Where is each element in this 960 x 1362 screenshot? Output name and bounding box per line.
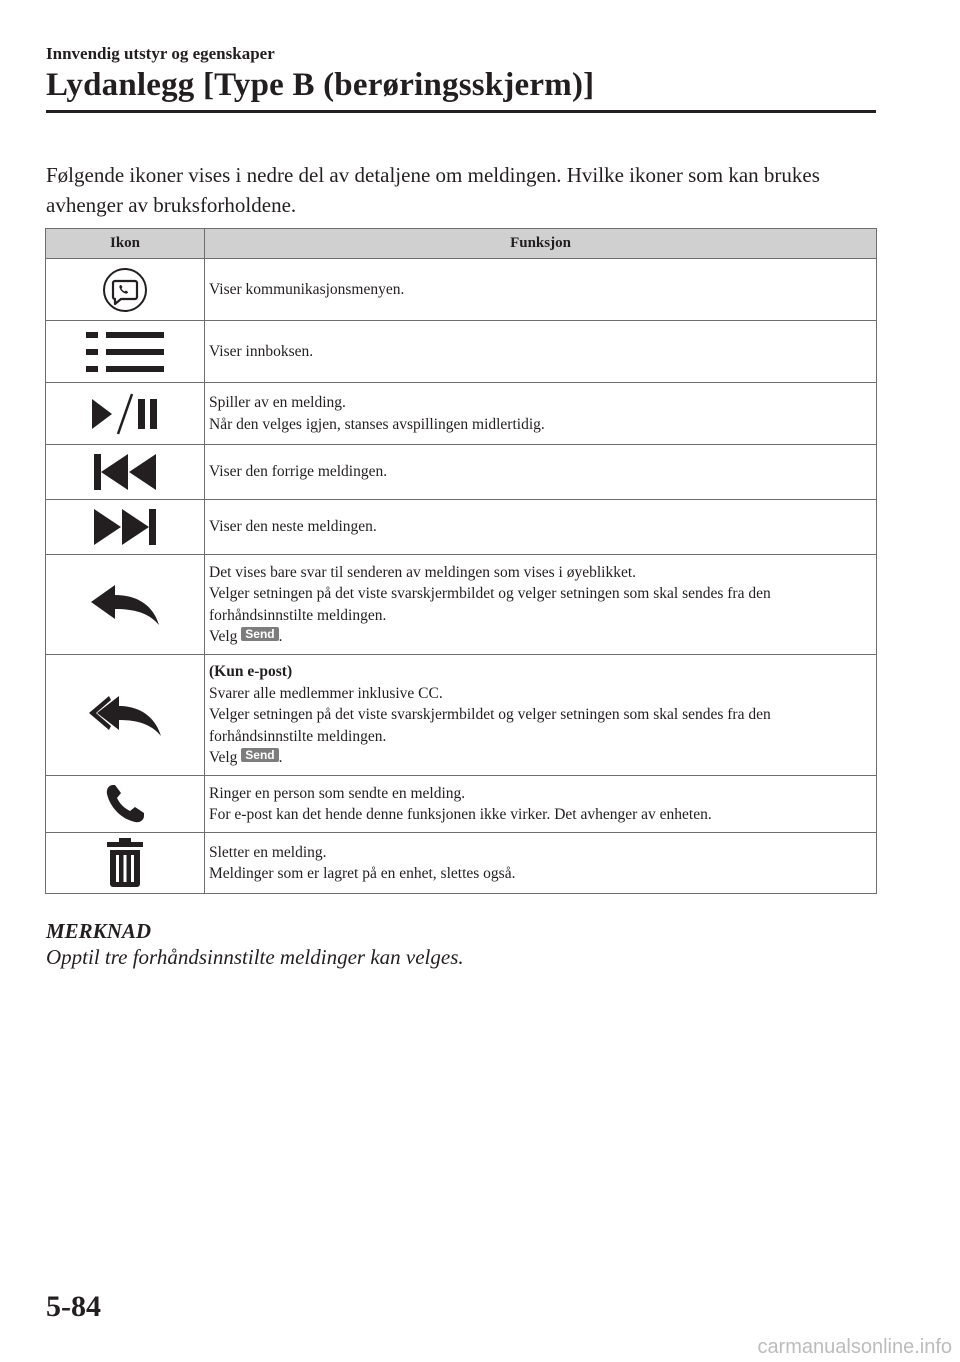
previous-icon [94, 453, 156, 491]
description-cell [205, 500, 877, 555]
title-divider [46, 110, 876, 113]
next-icon [94, 508, 156, 546]
icon-function-table [45, 228, 877, 894]
watermark: carmanualsonline.info [757, 1336, 952, 1358]
table-row [46, 321, 877, 383]
email-only-label: (Kun e-post) [209, 663, 293, 681]
table-row [46, 445, 877, 500]
communication-menu-icon [101, 266, 149, 314]
table-row [46, 655, 877, 776]
description-line: Viser kommunikasjonsmenyen. [209, 280, 405, 298]
note-text: Opptil tre forhåndsinnstilte meldinger kan velges. [46, 945, 464, 969]
trash-icon [105, 838, 145, 888]
description-line: Meldinger som er lagret på en enhet, slettes også. [209, 865, 516, 882]
description-cell [205, 555, 877, 655]
description-line: Ringer en person som sendte en melding. [209, 784, 466, 802]
table-row [46, 259, 877, 321]
description-line: Svarer alle medlemmer inklusive CC. [209, 684, 443, 702]
description-line: Viser den neste meldingen. [209, 518, 377, 536]
description-line: Velger setningen på det viste svarskjermbildet og velger setningen som skal sendes fra den forhåndsinnstilte meldingen. [209, 706, 771, 745]
icon-cell [46, 500, 205, 555]
column-header-icon: Ikon [46, 229, 205, 259]
description-cell [205, 259, 877, 321]
table-row [46, 833, 877, 894]
page-title: Lydanlegg [Type B (berøringsskjerm)] [46, 67, 595, 103]
table-row [46, 776, 877, 833]
description-line: Når den velges igjen, stanses avspillingen midlertidig. [209, 415, 545, 433]
icon-cell [46, 776, 205, 833]
description-cell [205, 445, 877, 500]
send-button: Send [241, 748, 278, 762]
description-line: Viser den forrige meldingen. [209, 463, 388, 481]
description-cell [205, 833, 877, 894]
column-header-function: Funksjon [205, 229, 877, 259]
table-header-row [46, 229, 877, 259]
icon-cell [46, 383, 205, 445]
page-number: 5-84 [46, 1290, 101, 1323]
description-line: Sletter en melding. [209, 843, 327, 861]
description-line: Spiller av en melding. [209, 394, 346, 411]
table-row [46, 383, 877, 445]
table-row [46, 500, 877, 555]
description-cell [205, 383, 877, 445]
reply-icon [91, 585, 159, 625]
description-line: Velger setningen på det viste svarskjermbildet og velger setningen som skal sendes fra den forhåndsinnstilte meldingen. [209, 585, 771, 624]
description-line: Viser innboksen. [209, 342, 314, 360]
table-row [46, 555, 877, 655]
description-line: Velg Send . [209, 748, 283, 767]
description-cell [205, 655, 877, 776]
inbox-list-icon [86, 329, 164, 375]
description-line: Velg Send . [209, 627, 283, 645]
description-cell [205, 321, 877, 383]
reply-all-icon [89, 694, 161, 736]
description-line: For e-post kan det hende denne funksjonen ikke virker. Det avhenger av enheten. [209, 806, 712, 823]
icon-cell [46, 259, 205, 321]
icon-cell [46, 833, 205, 894]
select-prefix: Velg [209, 628, 238, 645]
select-prefix: Velg [209, 749, 238, 767]
section-label: Innvendig utstyr og egenskaper [46, 44, 275, 63]
icon-cell [46, 655, 205, 776]
phone-icon [104, 783, 146, 825]
intro-paragraph: Følgende ikoner vises i nedre del av detaljene om meldingen. Hvilke ikoner som kan brukes avhenger av bruksforholdene. [46, 163, 820, 217]
icon-cell [46, 445, 205, 500]
send-button: Send [241, 627, 278, 641]
description-cell [205, 776, 877, 833]
icon-cell [46, 321, 205, 383]
icon-cell [46, 555, 205, 655]
note-heading: MERKNAD [46, 919, 152, 943]
description-line: Det vises bare svar til senderen av meldingen som vises i øyeblikket. [209, 563, 637, 581]
play-pause-icon [90, 390, 160, 438]
